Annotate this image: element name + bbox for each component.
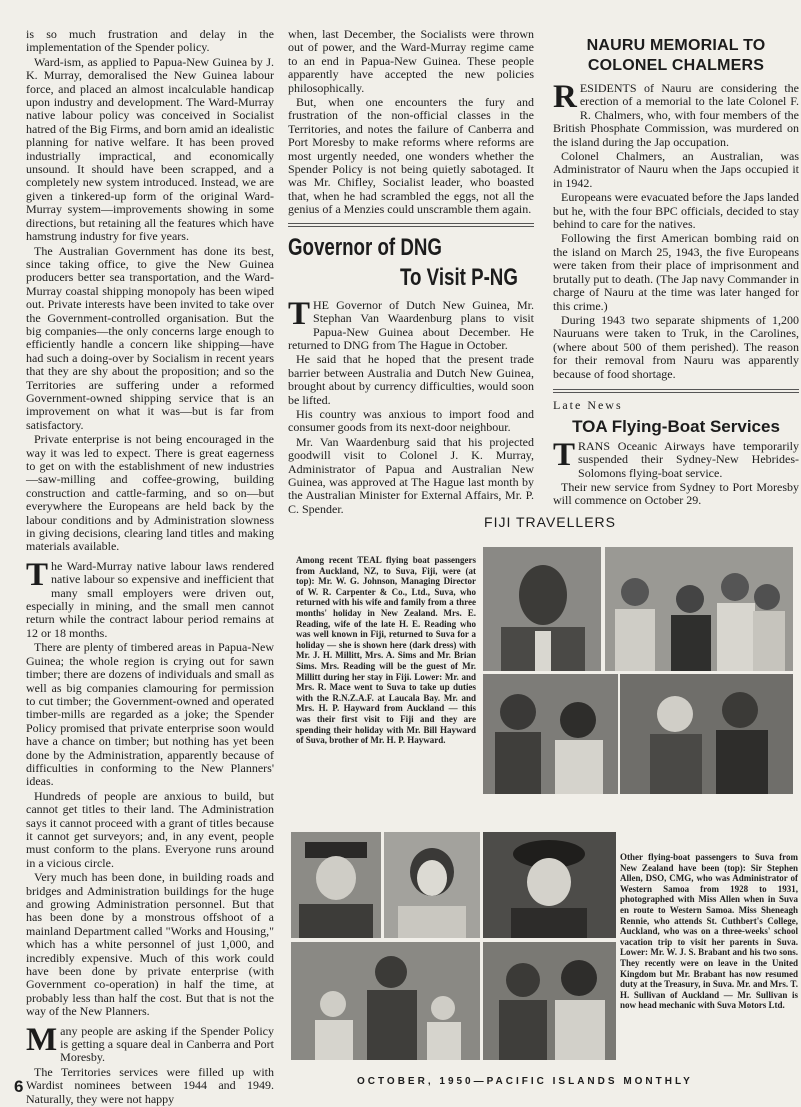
- article-paragraph: Following the first American bombing raid on the island on March 25, 1943, the five Europeans were taken from their place of imprisonment and brutally put to death. (The Jap navy Commander in charge of Nauru at the time was later hanged for this crime.): [553, 231, 799, 313]
- article-paragraph: Mr. Van Waardenburg said that his projected goodwill visit to Colonel J. K. Murray, Administrator of Papua and Australian New Guinea, was approved at The Hague last month by the Australian Minister for External Affairs, Mr. P. C. Spender.: [288, 434, 534, 516]
- photo-sheneagh-rennie: [483, 832, 616, 938]
- article-paragraph: His country was anxious to import food and consumer goods from its next-door neighbour.: [288, 406, 534, 435]
- article-paragraph: The Territories services were filled up with Wardist nominees between 1944 and 1949. Naturally, they were not happy: [26, 1064, 274, 1106]
- drop-cap: R: [553, 79, 577, 115]
- article-paragraph: Private enterprise is not being encouraged in the way it was led to expect. There is great eagerness to get on with the establishment of new industries—saw-milling and coffee-growing, building construction and cattle-farming, and so on—but everywhere the Europeans are held back by the labour conditions and by Administration slowness in giving decisions, clearing land titles and making materials available.: [26, 432, 274, 554]
- paragraph-text: RANS Oceanic Airways have temporarily suspended their Sydney-New Hebrides-Solomons flying-boat service.: [578, 438, 799, 480]
- column-2: [288, 28, 534, 517]
- photo-caption-top: Among recent TEAL flying boat passengers from Auckland, NZ, to Suva, Fiji, were (at top): Mr. W. G. Johnson, Managing Director of W. R. Carpenter & Co., Ltd., Suva, who returned with his wife and family from a three months' holiday in New Zealand. Mrs. E. Reading, wife of the late H. E. Reading who was well known in Fiji, returned to Suva for a holiday — she is shown here (dark dress) with Mr. J. H. Millitt, Mrs. A. Sims and Mr. Brian Sims. Mrs. Reading will be the guest of Mr. Millitt during her stay in Fiji. Lower: Mr. and Mrs. R. Mace went to Suva to take up duties with the R.N.Z.A.F. at Laucala Bay. Mr. and Mrs. H. P. Hayward from Auckland — this was their first visit to Fiji and they are spending their holiday with Mr. Bill Hayward of Suva, brother of Mr. H. P. Hayward.: [296, 555, 476, 746]
- photo-couple-hayward: [620, 674, 793, 794]
- article-paragraph-dropcap: [26, 1021, 274, 1065]
- article-paragraph: when, last December, the Socialists were thrown out of power, and the Ward-Murray regime came to an end in Papua-New Guinea. These people apparently have accepted the new policies philosophically.: [288, 27, 534, 95]
- article-paragraph: is so much frustration and delay in the implementation of the Spender policy.: [26, 27, 274, 55]
- photo-man-portrait: [483, 547, 601, 671]
- article-paragraph: Colonel Chalmers, an Australian, was Administrator of Nauru when the Japs occupied it in 1942.: [553, 149, 799, 190]
- photo-couple-mace: [483, 674, 618, 794]
- late-news-heading: Late News: [553, 397, 623, 412]
- photo-miss-allen: [384, 832, 480, 938]
- photo-sullivan-couple: [483, 942, 616, 1060]
- article-paragraph: Hundreds of people are anxious to build, but cannot get titles to their land. The Administration says it cannot proceed with a grant of titles because it cannot get surveyors; and, in any event, people must conform to the plans. Everyone runs around in a vicious circle.: [26, 788, 274, 870]
- article-paragraph: The Australian Government has done its best, since taking office, to give the New Guinea producers better sea transportation, and the Ward-Murray coastal shipping monopoly has been wiped out. Private interests have been invited to take over the Government-controlled organisation. But the big companies—the only concerns large enough to efficiently handle a concern like shipping—have had such a doing-over by Socialism in recent years that they are shy about the proposition; and so the Territories are suffering under a reformed Government-owned shipping service that is an improvement on what it was—but is far from satisfactory.: [26, 243, 274, 432]
- article-paragraph: He said that he hoped that the present trade barrier between Australia and Dutch New Guinea, brought about by currency difficulties, would soon be lifted.: [288, 352, 534, 407]
- column-1: [26, 28, 274, 1107]
- paragraph-text: he Ward-Murray native labour laws rendered native labour so expensive and inefficient that many small employers were driven out, especially in mining, and the small men cannot return while the contract labour period remains at 12 or 18 months.: [26, 558, 274, 640]
- paragraph-text: any people are asking if the Spender Policy is getting a square deal in Canberra and Port Moresby.: [60, 1023, 274, 1065]
- page-footer: OCTOBER, 1950—PACIFIC ISLANDS MONTHLY: [357, 1076, 693, 1087]
- headline-line-1: Governor of DNG: [288, 233, 442, 261]
- article-paragraph-dropcap: [288, 295, 534, 353]
- fiji-section-title: FIJI TRAVELLERS: [484, 514, 616, 530]
- article-paragraph-dropcap: [553, 436, 799, 480]
- photo-caption-bottom: Other flying-boat passengers to Suva from New Zealand have been (top): Sir Stephen Allen, DSO, CMG, who was Administrator of Western Samoa from 1928 to 1931, photographed with Miss Allen when in Suva en route to Western Samoa. Miss Sheneagh Rennie, who attends St. Cuthbert's College, Auckland, who was on a three-weeks' school vacation trip to visit her parents in Suva. Lower: Mr. W. J. S. Brabant and his two sons. They recently were on leave in the United Kingdom but Mr. Brabant has now resumed duty at the Treasury, in Suva. Mr. and Mrs. T. H. Sullivan of Auckland — Mr. Sullivan is now head mechanic with Suva Motors Ltd.: [620, 852, 798, 1011]
- drop-cap: T: [26, 556, 49, 593]
- drop-cap: M: [26, 1021, 58, 1058]
- article-paragraph-dropcap: [26, 556, 274, 640]
- paragraph-text: HE Governor of Dutch New Guinea, Mr. Stephan Van Waardenburg plans to visit Papua-New Guinea about December. He returned to DNG from The Hague in October.: [288, 297, 534, 352]
- article-paragraph: But, when one encounters the fury and frustration of the non-official classes in the Territories, and notes the failure of Canberra and Port Moresby to make reforms where reforms are most urgently needed, one wonders whether the Spender Policy is not being quietly sabotaged. It was Mr. Chifley, Socialist leader, who boasted that, when he had scrambled the eggs, not all the genius of a Menzies could unscramble them again.: [288, 95, 534, 217]
- column-3: [553, 36, 799, 509]
- article-paragraph: There are plenty of timbered areas in Papua-New Guinea; the whole region is crying out for sawn timber; there are dozens of individuals and small as well as big companies clamouring for permission to cut timber; the Government-owned and operated timber-mills are regarded as a joke; the Spender Policy promised that private enterprise soon would have a chance on timber; but nothing has yet been done by the Administration, apparently because of difficulties in conforming to the New Planners' ideas.: [26, 640, 274, 789]
- dng-headline: [288, 233, 534, 293]
- nauru-headline: NAURU MEMORIAL TO COLONEL CHALMERS: [586, 37, 766, 74]
- toa-headline: TOA Flying-Boat Services: [572, 417, 780, 437]
- headline-line-2: To Visit P-NG: [400, 263, 518, 291]
- article-paragraph: Very much has been done, in building roads and bridges and Administration buildings for the huge and growing Administration personnel. But that has been done by a monstrous offshoot of a mainland Department called "Works and Housing," which has a white personnel of just 1,000, and incredibly expensive. Much of this work could have been done by private enterprise (with Government co-operation) in half the time, at probably less than half the cost. But that is not the way of the New Planners.: [26, 870, 274, 1019]
- photo-brabant-family: [291, 942, 480, 1060]
- page-number: 6: [14, 1077, 24, 1096]
- photo-sir-stephen-allen: [291, 832, 381, 938]
- article-paragraph: Europeans were evacuated before the Japs landed but he, with the four BPC officials, decided to stay behind to care for the natives.: [553, 190, 799, 232]
- article-paragraph: Their new service from Sydney to Port Moresby will commence on October 29.: [553, 479, 799, 508]
- article-paragraph: During 1943 two separate shipments of 1,200 Nauruans were taken to Truk, in the Carolines, (where about 500 of them perished). The reason for their removal from Nauru was apparently because of food shortage.: [553, 312, 799, 381]
- photo-group-of-four: [605, 547, 793, 671]
- paragraph-text: ESIDENTS of Nauru are considering the erection of a memorial to the late Colonel F. R. Chalmers, who, with four members of the British Phosphate Commission, was murdered on the island during the Jap occupation.: [553, 81, 799, 149]
- article-paragraph: Ward-ism, as applied to Papua-New Guinea by J. K. Murray, demoralised the New Guinea labour force, and placed an almost incalculable handicap upon industry and development. The Ward-Murray native labour policy was conceived in Socialist hatred of the Big Firms, and born amid an idealistic planning for native welfare. It has been proved industrially impractical, and economically unsound. It should have been scrapped, and a completely new system introduced. Instead, we are given a tinkered-up form of the original Ward-Murray system—improvements showing in some directions, but retaining all the features which have hamstrung industry for five years.: [26, 54, 274, 244]
- article-paragraph-dropcap: [553, 79, 799, 149]
- divider: [553, 389, 799, 393]
- drop-cap: T: [553, 436, 576, 473]
- divider: [288, 223, 534, 227]
- drop-cap: T: [288, 295, 311, 332]
